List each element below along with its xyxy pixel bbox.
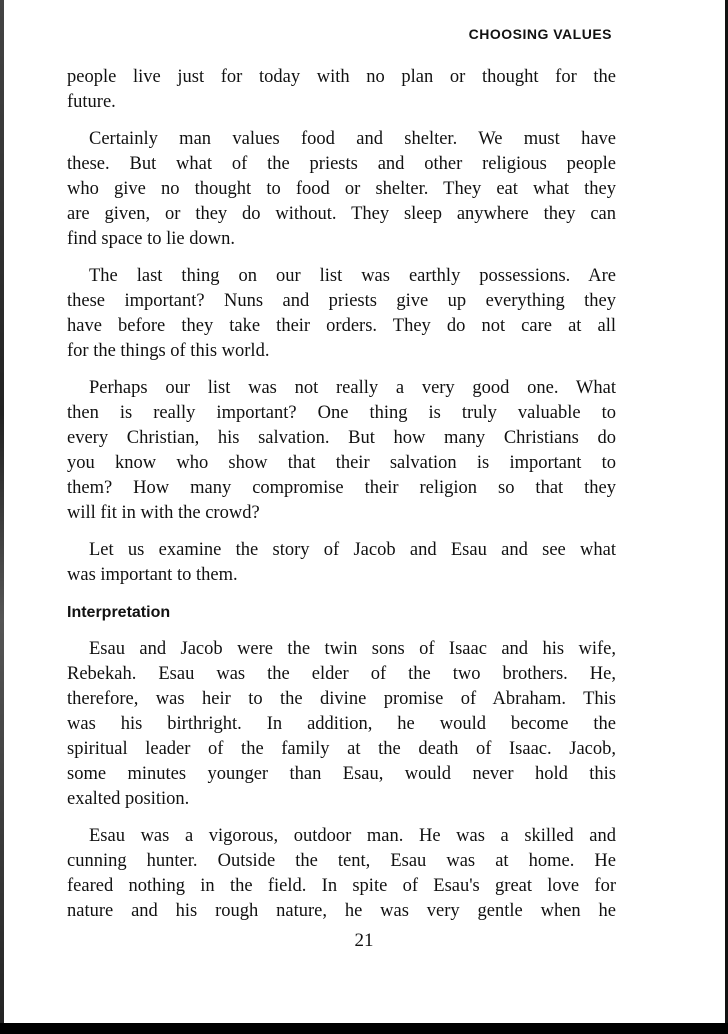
paragraph	[67, 65, 616, 115]
text-line: every Christian, his salvation. But how many Christians do	[67, 428, 616, 448]
text-line: spiritual leader of the family at the death of Isaac. Jacob,	[67, 739, 616, 759]
text-line: Certainly man values food and shelter. We must have	[89, 129, 616, 149]
text-line: people live just for today with no plan or thought for the	[67, 67, 616, 87]
text-line: was important to them.	[67, 565, 238, 585]
paragraph	[67, 376, 616, 526]
text-line: these important? Nuns and priests give up everything they	[67, 291, 616, 311]
section-heading: Interpretation	[67, 604, 171, 621]
text-line: will fit in with the crowd?	[67, 503, 260, 523]
paragraph	[67, 637, 616, 812]
paragraph	[67, 538, 616, 588]
text-line: some minutes younger than Esau, would never hold this	[67, 764, 616, 784]
text-line: The last thing on our list was earthly possessions. Are	[89, 266, 616, 286]
text-line: feared nothing in the field. In spite of Esau's great love for	[67, 876, 616, 896]
text-line: future.	[67, 92, 116, 112]
paragraphs-after-heading	[67, 637, 616, 924]
text-line: cunning hunter. Outside the tent, Esau was at home. He	[67, 851, 616, 871]
text-line: these. But what of the priests and other religious people	[67, 154, 616, 174]
paragraph	[67, 264, 616, 364]
text-line: are given, or they do without. They sleep anywhere they can	[67, 204, 616, 224]
text-line: Esau was a vigorous, outdoor man. He was a skilled and	[89, 826, 616, 846]
text-line: have before they take their orders. They do not care at all	[67, 316, 616, 336]
text-line: then is really important? One thing is truly valuable to	[67, 403, 616, 423]
text-line: for the things of this world.	[67, 341, 270, 361]
text-line: was his birthright. In addition, he would become the	[67, 714, 616, 734]
text-line: Let us examine the story of Jacob and Esau and see what	[89, 540, 616, 560]
scan-bottom-edge	[0, 1023, 728, 1034]
text-line: find space to lie down.	[67, 229, 235, 249]
scan-left-edge	[0, 0, 4, 1034]
text-line: therefore, was heir to the divine promise of Abraham. This	[67, 689, 616, 709]
text-line: nature and his rough nature, he was very gentle when he	[67, 901, 616, 921]
text-line: Perhaps our list was not really a very good one. What	[89, 378, 616, 398]
text-line: Esau and Jacob were the twin sons of Isaac and his wife,	[89, 639, 616, 659]
page-number: 21	[354, 930, 374, 951]
running-header: CHOOSING VALUES	[468, 26, 612, 42]
body-text	[67, 65, 616, 936]
text-line: exalted position.	[67, 789, 190, 809]
paragraphs-before-heading	[67, 65, 616, 588]
paragraph	[67, 127, 616, 252]
paragraph	[67, 824, 616, 924]
text-line: them? How many compromise their religion so that they	[67, 478, 616, 498]
text-line: you know who show that their salvation is important to	[67, 453, 616, 473]
text-line: Rebekah. Esau was the elder of the two brothers. He,	[67, 664, 616, 684]
text-line: who give no thought to food or shelter. They eat what they	[67, 179, 616, 199]
